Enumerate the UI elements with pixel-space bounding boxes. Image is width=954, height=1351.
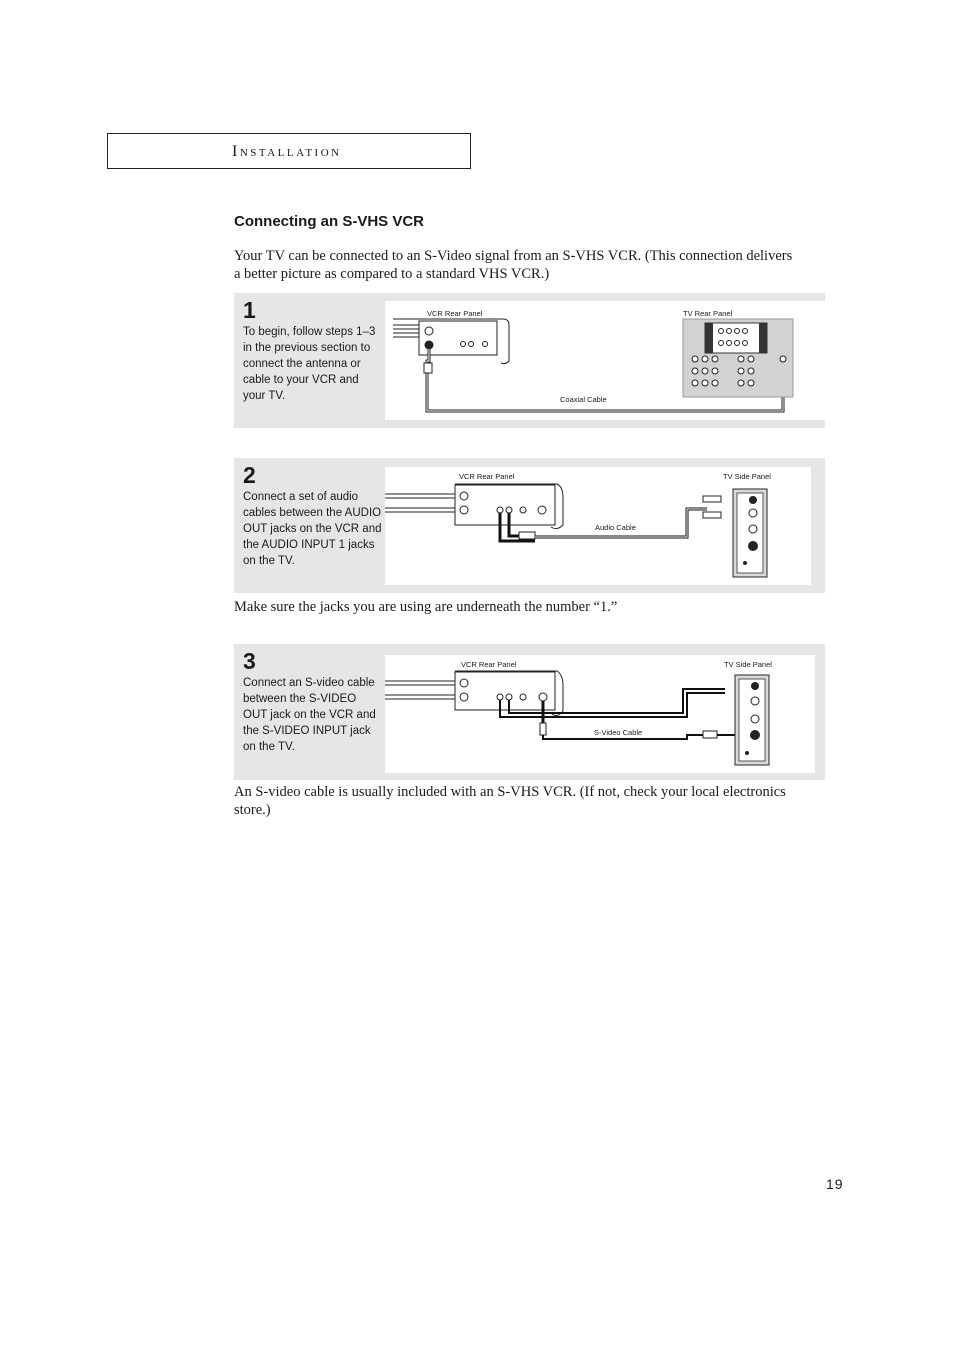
step-1-panel	[234, 293, 825, 428]
step-3-panel	[234, 644, 825, 780]
vcr-rear-panel-label: VCR Rear Panel	[461, 660, 517, 669]
section-title: Installation	[232, 143, 342, 160]
vcr-rear-panel-label: VCR Rear Panel	[459, 472, 515, 481]
tv-rear-panel-label: TV Rear Panel	[683, 309, 733, 318]
tv-side-panel-label: TV Side Panel	[723, 472, 771, 481]
step-3-text: Connect an S-video cable between the S-VIDEO OUT jack on the VCR and the S-VIDEO INPUT jack on the TV.	[243, 677, 376, 753]
coaxial-cable-label: Coaxial Cable	[560, 395, 607, 404]
note-svideo-cable: An S-video cable is usually included with an S-VHS VCR. (If not, check your local electronics store.)	[234, 784, 786, 818]
svideo-connection-illustration	[385, 655, 815, 773]
intro-paragraph: Your TV can be connected to an S-Video signal from an S-VHS VCR. (This connection delivers a better picture as compared to a standard VHS VCR.)	[234, 248, 793, 282]
step-3-number: 3	[243, 648, 256, 674]
vcr-rear-panel-label: VCR Rear Panel	[427, 309, 483, 318]
step-1-number: 1	[243, 297, 256, 323]
step-1-text: To begin, follow steps 1–3 in the previous section to connect the antenna or cable to your VCR and your TV.	[243, 326, 376, 402]
step-2-diagram	[385, 467, 811, 585]
step-1-diagram	[385, 301, 825, 420]
step-3-diagram	[385, 655, 815, 773]
section-header-box	[107, 133, 471, 169]
step-2-number: 2	[243, 462, 256, 488]
audio-cable-label: Audio Cable	[595, 523, 636, 532]
page-heading: Connecting an S-VHS VCR	[234, 213, 425, 230]
step-2-text: Connect a set of audio cables between the AUDIO OUT jacks on the VCR and the AUDIO INPUT 1 jacks on the TV.	[243, 491, 382, 567]
tv-side-panel-label: TV Side Panel	[724, 660, 772, 669]
note-jack-number: Make sure the jacks you are using are underneath the number “1.”	[234, 599, 618, 615]
step-2-panel	[234, 458, 825, 593]
svideo-cable-label: S-Video Cable	[594, 728, 643, 737]
page-number: 19	[826, 1176, 844, 1192]
